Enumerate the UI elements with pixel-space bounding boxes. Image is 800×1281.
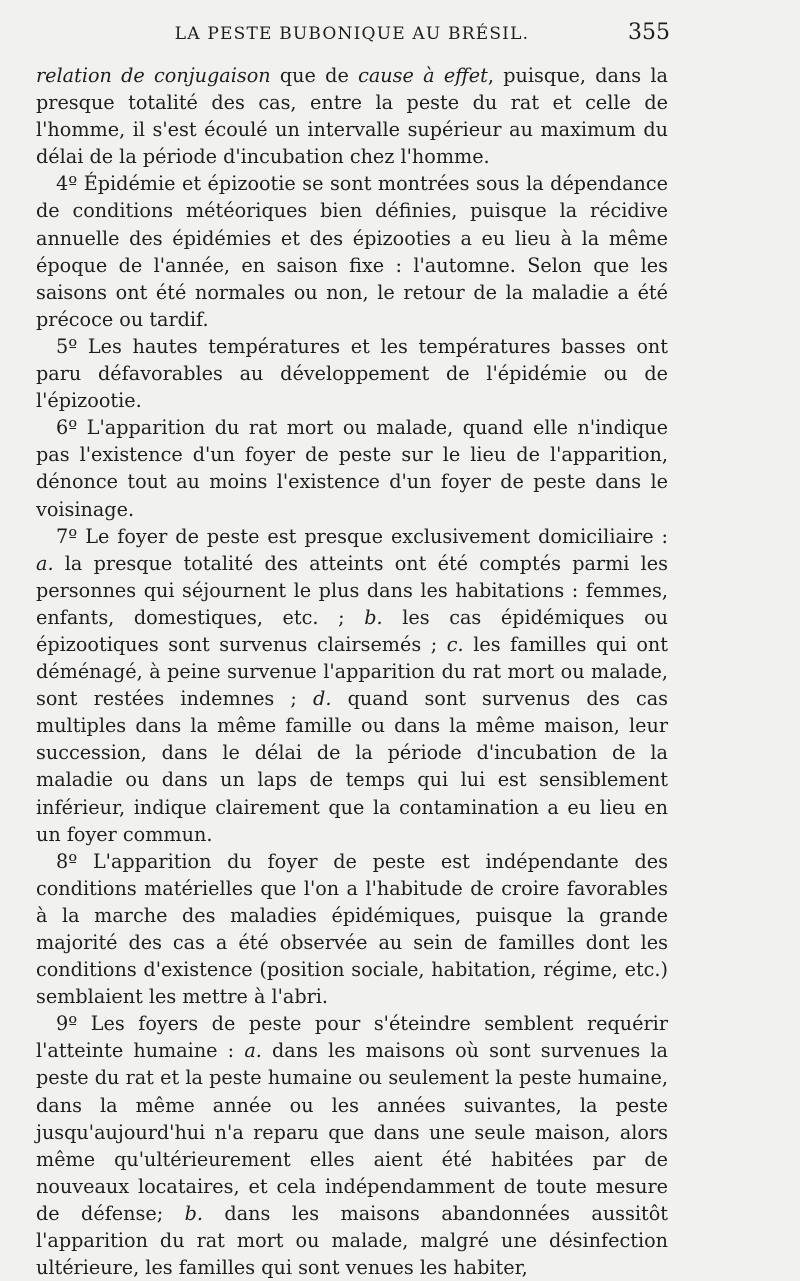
page-number: 355 xyxy=(628,20,670,45)
paragraph-9 xyxy=(36,1010,668,1281)
text-run: , puisque, dans la presque totalité des cas, entre la peste du rat et celle de l'homme, il s'est écoulé un intervalle supérieur au maximum du délai de la période d'incubation chez l'homme. xyxy=(36,64,668,169)
item-letter: d. xyxy=(313,687,332,711)
text-run: les cas épidémiques ou épizootiques sont survenus clairsemés ; xyxy=(36,605,668,656)
item-letter: b. xyxy=(364,605,383,629)
paragraph-7 xyxy=(36,523,668,848)
text-run: 9º Les foyers de peste pour s'éteindre semblent requérir l'atteinte humaine : xyxy=(36,1012,668,1063)
text-run: dans les maisons où sont survenues la peste du rat et la peste humaine ou seulement la peste humaine, dans la même année ou les années suivantes, la peste jusqu'aujourd'hui n'a reparu que dans une seule maison, alors même qu'ultérieurement elles aient été habitées par de nouveaux locataires, et cela indépendamment de toute mesure de défense; xyxy=(36,1039,668,1225)
paragraph-5: 5º Les hautes températures et les températures basses ont paru défavorables au développement de l'épidémie ou de l'épizootie. xyxy=(36,334,668,413)
text-run: la presque totalité des atteints ont été comptés parmi les personnes qui séjournent le plus dans les habitations : femmes, enfants, domestiques, etc. ; xyxy=(36,551,668,629)
paragraph-6: 6º L'apparition du rat mort ou malade, quand elle n'indique pas l'existence d'un foyer de peste sur le lieu de l'apparition, dénonce tout au moins l'existence d'un foyer de peste dans le voisinage. xyxy=(36,416,668,521)
text-run: quand sont survenus des cas multiples dans la même famille ou dans la même maison, leur succession, dans le délai de la période d'incubation de la maladie ou dans un laps de temps qui lui est sensiblement inférieur, indique clairement que la contamination a eu lieu en un foyer commun. xyxy=(36,687,668,846)
italic-phrase: relation de conjugaison xyxy=(36,64,271,87)
paragraph-continued xyxy=(36,62,668,170)
text-run: dans les maisons abandonnées aussitôt l'apparition du rat mort ou malade, malgré une désinfection ultérieure, les familles qui sont venues les habiter, xyxy=(36,1201,668,1280)
text-run: les familles qui ont déménagé, à peine survenue l'apparition du rat mort ou malade, sont restées indemnes ; xyxy=(36,632,668,711)
paragraph-4: 4º Épidémie et épizootie se sont montrées sous la dépendance de conditions météoriques bien définies, puisque la récidive annuelle des épidémies et des épizooties a eu lieu à la même époque de l'année, en saison fixe : l'automne. Selon que les saisons ont été normales ou non, le retour de la maladie a été précoce ou tardif. xyxy=(36,172,668,331)
item-letter: c. xyxy=(446,632,464,656)
running-title: LA PESTE BUBONIQUE AU BRÉSIL. xyxy=(174,24,530,44)
text-run: que de xyxy=(270,64,359,87)
item-letter: b. xyxy=(184,1201,203,1225)
running-head xyxy=(36,20,670,62)
italic-phrase: cause à effet xyxy=(358,64,488,87)
item-letter: a. xyxy=(244,1039,262,1063)
body-text xyxy=(36,62,668,1281)
text-run: 7º Le foyer de peste est presque exclusivement domiciliaire : xyxy=(56,524,668,548)
paragraph-8: 8º L'apparition du foyer de peste est indépendante des conditions matérielles que l'on a l'habitude de croire favorables à la marche des maladies épidémiques, puisque la grande majorité des cas a été observée au sein de familles dont les conditions d'existence (position sociale, habitation, régime, etc.) semblaient les mettre à l'abri. xyxy=(36,849,668,1009)
item-letter: a. xyxy=(36,551,54,575)
